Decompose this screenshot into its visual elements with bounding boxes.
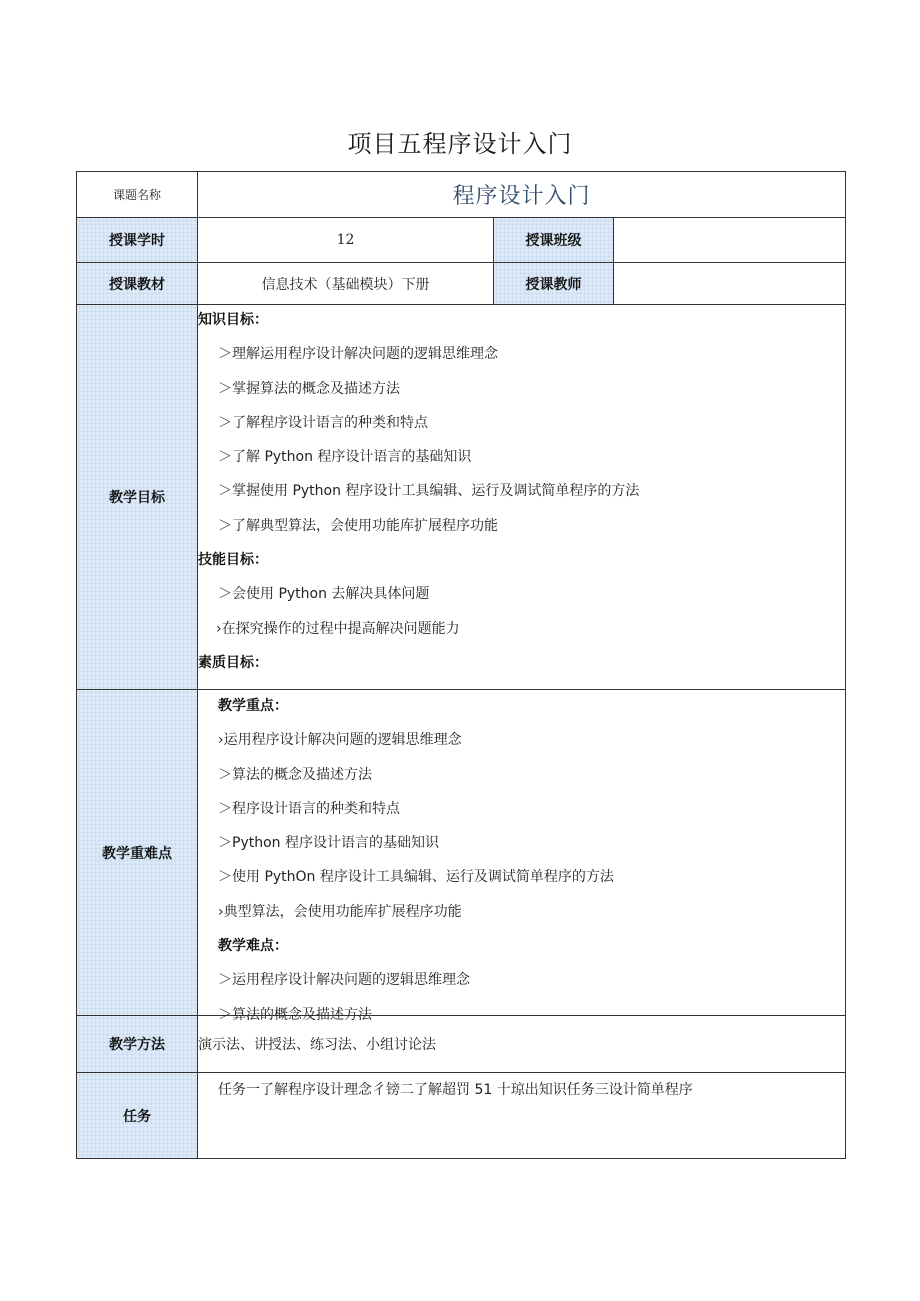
key-item: ›运用程序设计解决问题的逻辑思维理念 <box>218 732 462 749</box>
textbook-value: 信息技术（基础模块）下册 <box>198 263 494 305</box>
class-label: 授课班级 <box>494 218 614 263</box>
task-content <box>198 1073 846 1159</box>
key-heading: 教学重点： <box>218 698 288 714</box>
task-value: 任务一了解程序设计理念彳镑二了解超罚 51 十琼出知识任务三设计简单程序 <box>218 1082 693 1098</box>
knowledge-item: ＞了解典型算法，会使用功能库扩展程序功能 <box>218 517 498 534</box>
teacher-value <box>614 263 846 305</box>
method-label: 教学方法 <box>77 1016 198 1073</box>
row-task <box>77 1073 846 1159</box>
method-value: 演示法、讲授法、练习法、小组讨论法 <box>198 1016 846 1073</box>
knowledge-item: ＞了解 Python 程序设计语言的基础知识 <box>218 449 472 466</box>
key-item: ›典型算法，会使用功能库扩展程序功能 <box>218 903 462 920</box>
difficult-item: ＞算法的概念及描述方法 <box>218 1006 372 1023</box>
key-points-content <box>198 690 846 1023</box>
quality-heading: 素质目标： <box>198 654 268 671</box>
class-value <box>614 218 846 263</box>
lesson-plan-table <box>76 171 846 1159</box>
difficult-heading: 教学难点： <box>218 938 288 955</box>
hours-value: 12 <box>198 218 494 263</box>
task-label: 任务 <box>77 1073 198 1159</box>
difficult-item: ＞运用程序设计解决问题的逻辑思维理念 <box>218 972 470 989</box>
knowledge-item: ＞掌握算法的概念及描述方法 <box>218 380 400 397</box>
row-hours <box>77 218 846 263</box>
knowledge-item: ＞理解运用程序设计解决问题的逻辑思维理念 <box>218 346 498 363</box>
key-points-label: 教学重难点 <box>77 690 198 1016</box>
course-name-label: 课题名称 <box>77 172 198 218</box>
teacher-label: 授课教师 <box>494 263 614 305</box>
row-textbook <box>77 263 846 305</box>
row-objectives <box>77 305 846 690</box>
knowledge-item: ＞掌握使用 Python 程序设计工具编辑、运行及调试简单程序的方法 <box>218 483 640 500</box>
skill-item: ›在探究操作的过程中提高解决问题能力 <box>216 620 460 637</box>
course-name-value: 程序设计入门 <box>198 172 846 218</box>
row-key-points <box>77 690 846 1016</box>
skill-heading: 技能目标： <box>198 552 268 569</box>
key-item: ＞程序设计语言的种类和特点 <box>218 800 400 817</box>
document-title: 项目五程序设计入门 <box>347 130 573 158</box>
textbook-label: 授课教材 <box>77 263 198 305</box>
objectives-content <box>198 305 846 690</box>
skill-item: ＞会使用 Python 去解决具体问题 <box>218 586 430 603</box>
key-item: ＞Python 程序设计语言的基础知识 <box>218 835 439 852</box>
key-item: ＞使用 PythOn 程序设计工具编辑、运行及调试简单程序的方法 <box>218 869 614 886</box>
objectives-label: 教学目标 <box>77 305 198 690</box>
key-item: ＞算法的概念及描述方法 <box>218 766 372 783</box>
row-course-name <box>77 172 846 218</box>
knowledge-heading: 知识目标： <box>198 312 268 328</box>
knowledge-item: ＞了解程序设计语言的种类和特点 <box>218 414 428 431</box>
hours-label: 授课学时 <box>77 218 198 263</box>
